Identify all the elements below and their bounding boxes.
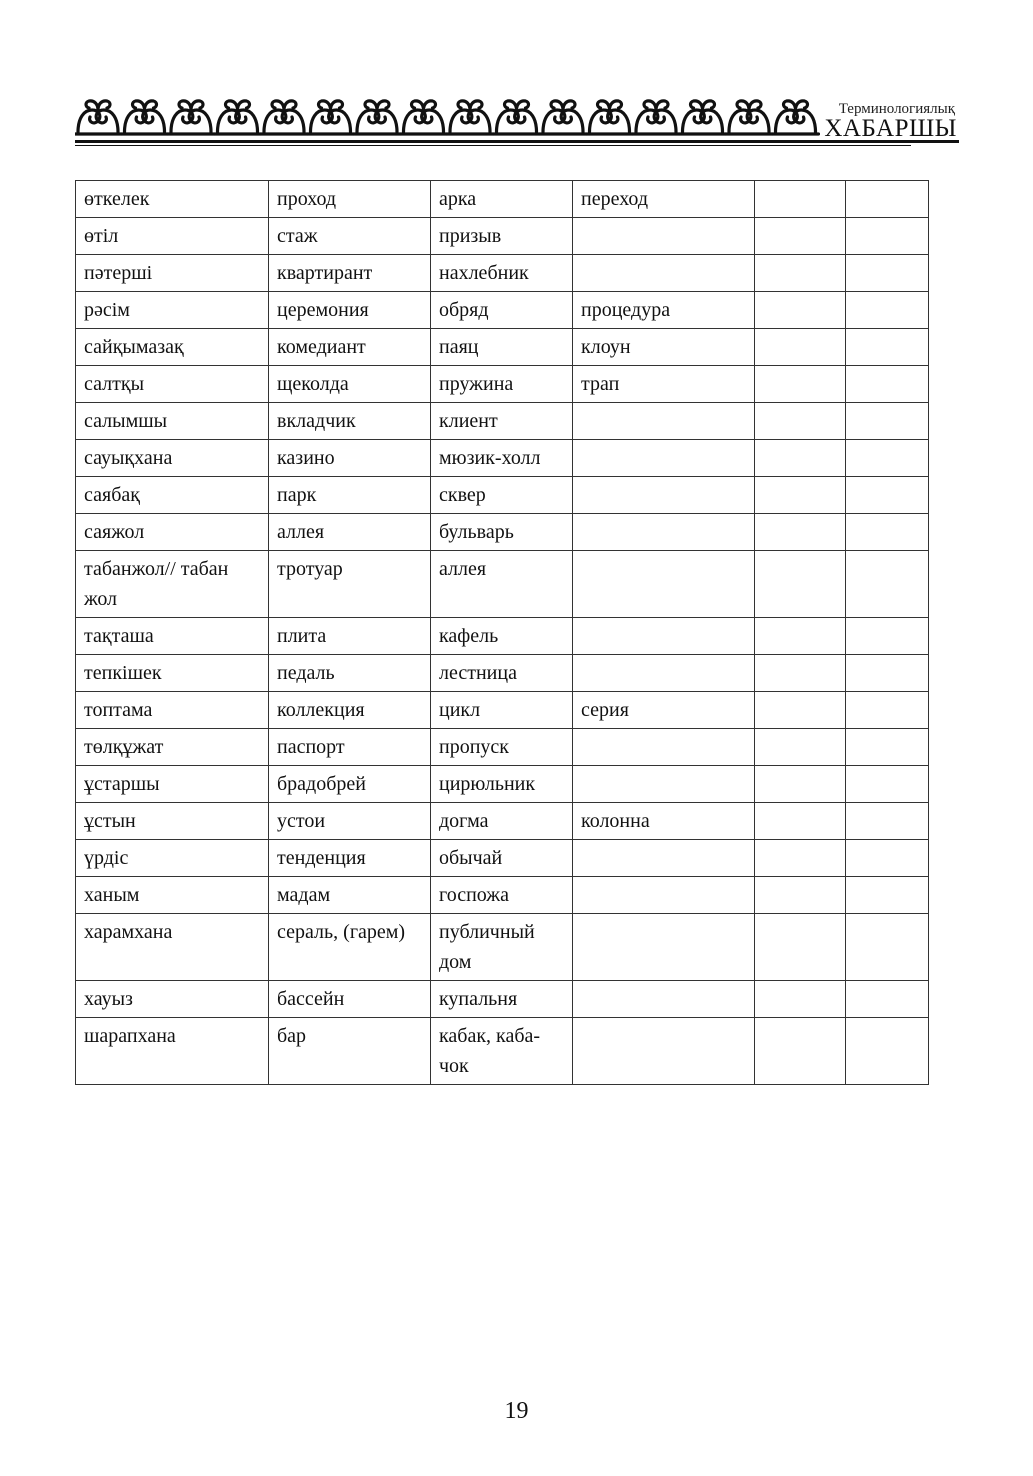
table-cell-empty-col-5 xyxy=(755,766,846,803)
table-cell-russian-term-3 xyxy=(573,514,755,551)
table-row xyxy=(76,403,929,440)
table-cell-empty-col-5 xyxy=(755,366,846,403)
table-cell-kazakh-term: ұстаршы xyxy=(76,766,269,803)
table-cell-empty-col-5 xyxy=(755,477,846,514)
table-cell-empty-col-5 xyxy=(755,255,846,292)
table-cell-russian-term-2: обычай xyxy=(431,840,573,877)
table-cell-russian-term-2: кафель xyxy=(431,618,573,655)
table-row xyxy=(76,840,929,877)
table-cell-russian-term-1: проход xyxy=(269,181,431,218)
table-cell-russian-term-1: квартирант xyxy=(269,255,431,292)
table-cell-russian-term-3 xyxy=(573,981,755,1018)
table-cell-russian-term-1: паспорт xyxy=(269,729,431,766)
table-cell-russian-term-2: арка xyxy=(431,181,573,218)
table-cell-russian-term-3: серия xyxy=(573,692,755,729)
page-header xyxy=(75,96,959,150)
table-cell-kazakh-term: топтама xyxy=(76,692,269,729)
table-row xyxy=(76,877,929,914)
table-cell-empty-col-6 xyxy=(846,181,929,218)
table-cell-empty-col-5 xyxy=(755,514,846,551)
table-cell-kazakh-term: шарапхана xyxy=(76,1018,269,1085)
table-cell-russian-term-1: тенденция xyxy=(269,840,431,877)
table-cell-russian-term-2: купальня xyxy=(431,981,573,1018)
table-cell-russian-term-1: вкладчик xyxy=(269,403,431,440)
table-cell-kazakh-term: ұстын xyxy=(76,803,269,840)
table-cell-russian-term-3 xyxy=(573,403,755,440)
table-cell-russian-term-2: мюзик-холл xyxy=(431,440,573,477)
table-row xyxy=(76,618,929,655)
table-cell-russian-term-2: публичный дом xyxy=(431,914,573,981)
table-cell-empty-col-5 xyxy=(755,692,846,729)
table-cell-kazakh-term: өткелек xyxy=(76,181,269,218)
table-row xyxy=(76,981,929,1018)
table-cell-russian-term-2: кабак, каба-чок xyxy=(431,1018,573,1085)
table-cell-russian-term-1: устои xyxy=(269,803,431,840)
table-row xyxy=(76,551,929,618)
table-cell-russian-term-1: бассейн xyxy=(269,981,431,1018)
table-cell-empty-col-6 xyxy=(846,840,929,877)
table-cell-russian-term-2: нахлебник xyxy=(431,255,573,292)
table-cell-kazakh-term: рәсім xyxy=(76,292,269,329)
table-cell-russian-term-2: пружина xyxy=(431,366,573,403)
table-cell-russian-term-3 xyxy=(573,551,755,618)
table-cell-kazakh-term: салымшы xyxy=(76,403,269,440)
table-cell-empty-col-6 xyxy=(846,729,929,766)
table-cell-russian-term-3 xyxy=(573,477,755,514)
table-cell-empty-col-5 xyxy=(755,877,846,914)
table-cell-empty-col-6 xyxy=(846,403,929,440)
table-cell-empty-col-5 xyxy=(755,403,846,440)
table-cell-russian-term-3 xyxy=(573,218,755,255)
table-cell-russian-term-3 xyxy=(573,914,755,981)
table-cell-kazakh-term: пәтерші xyxy=(76,255,269,292)
table-cell-russian-term-3 xyxy=(573,877,755,914)
table-cell-kazakh-term: хауыз xyxy=(76,981,269,1018)
table-cell-russian-term-2: паяц xyxy=(431,329,573,366)
table-cell-russian-term-2: клиент xyxy=(431,403,573,440)
table-cell-russian-term-3 xyxy=(573,729,755,766)
table-cell-russian-term-2: пропуск xyxy=(431,729,573,766)
table-cell-empty-col-6 xyxy=(846,551,929,618)
page-number: 19 xyxy=(504,1398,529,1424)
table-cell-empty-col-5 xyxy=(755,655,846,692)
table-cell-russian-term-2: цикл xyxy=(431,692,573,729)
table-cell-empty-col-6 xyxy=(846,914,929,981)
table-row xyxy=(76,655,929,692)
table-cell-empty-col-5 xyxy=(755,181,846,218)
table-cell-russian-term-1: казино xyxy=(269,440,431,477)
table-cell-empty-col-6 xyxy=(846,877,929,914)
table-cell-kazakh-term: сайқымазақ xyxy=(76,329,269,366)
table-cell-kazakh-term: төлқұжат xyxy=(76,729,269,766)
table-cell-russian-term-2: лестница xyxy=(431,655,573,692)
table-cell-russian-term-2: госпожа xyxy=(431,877,573,914)
table-cell-empty-col-6 xyxy=(846,766,929,803)
table-cell-empty-col-6 xyxy=(846,440,929,477)
table-cell-empty-col-5 xyxy=(755,1018,846,1085)
table-cell-russian-term-2: цирюльник xyxy=(431,766,573,803)
table-cell-empty-col-5 xyxy=(755,618,846,655)
table-row xyxy=(76,329,929,366)
table-row xyxy=(76,1018,929,1085)
table-row xyxy=(76,914,929,981)
table-cell-russian-term-1: брадобрей xyxy=(269,766,431,803)
table-cell-russian-term-3: переход xyxy=(573,181,755,218)
table-cell-russian-term-2: призыв xyxy=(431,218,573,255)
table-cell-russian-term-1: парк xyxy=(269,477,431,514)
table-cell-kazakh-term: сауықхана xyxy=(76,440,269,477)
table-cell-empty-col-6 xyxy=(846,329,929,366)
table-cell-russian-term-3 xyxy=(573,255,755,292)
table-cell-russian-term-1: комедиант xyxy=(269,329,431,366)
table-cell-empty-col-6 xyxy=(846,292,929,329)
table-cell-empty-col-6 xyxy=(846,218,929,255)
table-row xyxy=(76,366,929,403)
table-cell-kazakh-term: табанжол// табан жол xyxy=(76,551,269,618)
table-cell-empty-col-6 xyxy=(846,618,929,655)
kazakh-ornament-icon xyxy=(75,96,820,138)
table-cell-russian-term-1: плита xyxy=(269,618,431,655)
table-cell-empty-col-6 xyxy=(846,514,929,551)
table-cell-russian-term-1: мадам xyxy=(269,877,431,914)
table-cell-russian-term-3 xyxy=(573,766,755,803)
table-cell-russian-term-1: коллекция xyxy=(269,692,431,729)
table-cell-russian-term-1: сераль, (гарем) xyxy=(269,914,431,981)
table-cell-empty-col-5 xyxy=(755,551,846,618)
table-cell-russian-term-1: педаль xyxy=(269,655,431,692)
table-cell-kazakh-term: үрдіс xyxy=(76,840,269,877)
table-cell-empty-col-6 xyxy=(846,655,929,692)
table-cell-russian-term-3: колонна xyxy=(573,803,755,840)
table-cell-russian-term-3 xyxy=(573,840,755,877)
table-cell-russian-term-2: аллея xyxy=(431,551,573,618)
table-cell-russian-term-1: бар xyxy=(269,1018,431,1085)
table-cell-empty-col-5 xyxy=(755,292,846,329)
table-cell-russian-term-1: стаж xyxy=(269,218,431,255)
table-cell-kazakh-term: тепкішек xyxy=(76,655,269,692)
table-cell-russian-term-3: клоун xyxy=(573,329,755,366)
table-cell-kazakh-term: саябақ xyxy=(76,477,269,514)
terms-table xyxy=(75,180,929,1085)
table-cell-kazakh-term: салтқы xyxy=(76,366,269,403)
journal-subtitle: Терминологиялық xyxy=(838,101,955,117)
table-row xyxy=(76,803,929,840)
table-cell-russian-term-2: бульварь xyxy=(431,514,573,551)
table-row xyxy=(76,181,929,218)
header-rule-thin xyxy=(75,145,911,146)
table-row xyxy=(76,692,929,729)
terms-table-body xyxy=(76,181,929,1085)
table-cell-empty-col-5 xyxy=(755,981,846,1018)
table-cell-russian-term-3 xyxy=(573,655,755,692)
table-cell-russian-term-1: тротуар xyxy=(269,551,431,618)
table-row xyxy=(76,292,929,329)
table-row xyxy=(76,766,929,803)
table-cell-empty-col-6 xyxy=(846,1018,929,1085)
table-cell-empty-col-5 xyxy=(755,840,846,877)
table-row xyxy=(76,218,929,255)
table-row xyxy=(76,440,929,477)
table-cell-kazakh-term: тақташа xyxy=(76,618,269,655)
table-cell-kazakh-term: харамхана xyxy=(76,914,269,981)
table-cell-empty-col-6 xyxy=(846,366,929,403)
table-cell-russian-term-2: догма xyxy=(431,803,573,840)
table-cell-empty-col-5 xyxy=(755,440,846,477)
table-cell-empty-col-6 xyxy=(846,692,929,729)
table-cell-russian-term-3 xyxy=(573,618,755,655)
table-cell-kazakh-term: өтіл xyxy=(76,218,269,255)
table-cell-kazakh-term: саяжол xyxy=(76,514,269,551)
table-cell-russian-term-1: щеколда xyxy=(269,366,431,403)
table-row xyxy=(76,477,929,514)
table-cell-empty-col-5 xyxy=(755,329,846,366)
table-row xyxy=(76,729,929,766)
table-cell-russian-term-2: обряд xyxy=(431,292,573,329)
table-cell-empty-col-6 xyxy=(846,803,929,840)
table-cell-russian-term-3: трап xyxy=(573,366,755,403)
table-cell-kazakh-term: ханым xyxy=(76,877,269,914)
table-cell-russian-term-2: сквер xyxy=(431,477,573,514)
table-cell-empty-col-5 xyxy=(755,218,846,255)
table-cell-russian-term-1: аллея xyxy=(269,514,431,551)
journal-title: ХАБАРШЫ xyxy=(824,115,957,142)
table-cell-empty-col-5 xyxy=(755,803,846,840)
table-cell-empty-col-5 xyxy=(755,729,846,766)
table-cell-empty-col-6 xyxy=(846,255,929,292)
table-cell-empty-col-5 xyxy=(755,914,846,981)
table-cell-russian-term-1: церемония xyxy=(269,292,431,329)
table-cell-empty-col-6 xyxy=(846,477,929,514)
table-cell-russian-term-3 xyxy=(573,440,755,477)
table-cell-russian-term-3: процедура xyxy=(573,292,755,329)
table-cell-empty-col-6 xyxy=(846,981,929,1018)
table-row xyxy=(76,255,929,292)
table-cell-russian-term-3 xyxy=(573,1018,755,1085)
table-row xyxy=(76,514,929,551)
